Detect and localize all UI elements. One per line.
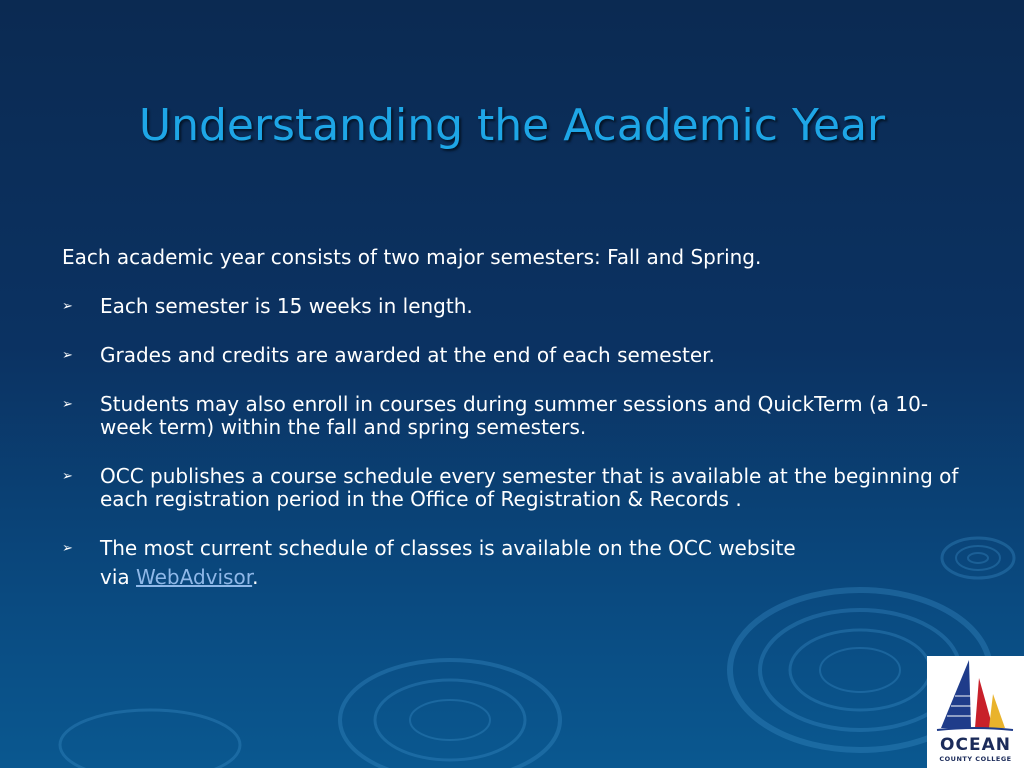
- bullet-text: Students may also enroll in courses during summer sessions and QuickTerm (a 10-week term) within the fall and spring semesters.: [100, 392, 929, 439]
- bullet-text: The most current schedule of classes is available on the OCC website: [100, 536, 796, 560]
- bullet-text: Grades and credits are awarded at the end of each semester.: [100, 343, 715, 367]
- link-prefix: via: [100, 565, 137, 589]
- bullet-item: [62, 393, 962, 439]
- bullet-text: OCC publishes a course schedule every semester that is available at the beginning of each registration period in the Office of Registration & Records .: [100, 464, 959, 511]
- bullet-item: [62, 295, 962, 318]
- college-logo: [927, 656, 1024, 768]
- arrow-bullet-icon: ➢: [62, 299, 73, 314]
- logo-subtitle: COUNTY COLLEGE: [939, 755, 1012, 763]
- bullet-item: [62, 465, 962, 511]
- arrow-bullet-icon: ➢: [62, 397, 73, 412]
- arrow-bullet-icon: ➢: [62, 469, 73, 484]
- bullet-item: [62, 344, 962, 367]
- bullet-text: Each semester is 15 weeks in length.: [100, 294, 473, 318]
- intro-text: Each academic year consists of two major semesters: Fall and Spring.: [62, 245, 762, 269]
- link-suffix: .: [252, 565, 259, 589]
- slide-title: Understanding the Academic Year: [138, 100, 886, 151]
- logo-name: OCEAN: [940, 735, 1011, 755]
- bullet-list: [62, 295, 962, 589]
- arrow-bullet-icon: ➢: [62, 541, 73, 556]
- slide-content: [62, 246, 962, 615]
- arrow-bullet-icon: ➢: [62, 348, 73, 363]
- bullet-item: [62, 537, 962, 589]
- webadvisor-link[interactable]: WebAdvisor: [136, 565, 253, 589]
- sail-logo-icon: [927, 656, 1024, 736]
- bullet-text-line2: [100, 566, 258, 589]
